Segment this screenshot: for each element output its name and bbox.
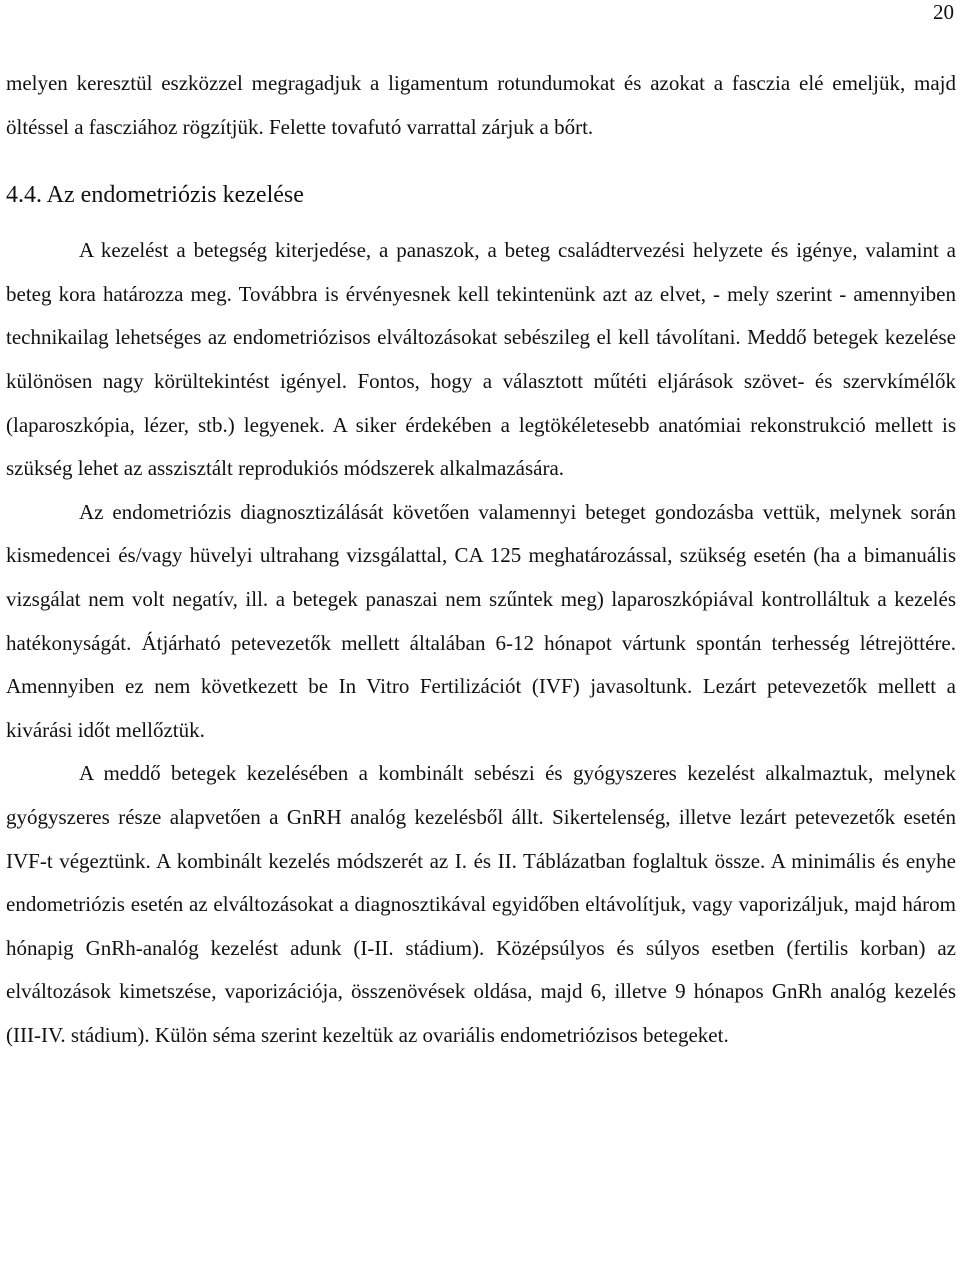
paragraph-continued: melyen keresztül eszközzel megragadjuk a ligamentum rotundumokat és azokat a fasczia elé emeljük, majd öltéssel a fascziához rögzítjük. Felette tovafutó varrattal zárjuk a bőrt.	[6, 71, 956, 139]
document-body	[6, 62, 956, 1057]
paragraph-follow-up: Az endometriózis diagnosztizálását követően valamennyi beteget gondozásba vettük, melynek során kismedencei és/vagy hüvelyi ultrahang vizsgálattal, CA 125 meghatározással, szükség esetén (ha a bimanuális vizsgálat nem volt negatív, ill. a betegek panaszai nem szűntek meg) laparoszkópiával kontrolláltuk a kezelés hatékonyságát. Átjárható petevezetők mellett általában 6-12 hónapot vártunk spontán terhesség létrejöttére. Amennyiben ez nem következett be In Vitro Fertilizációt (IVF) javasoltunk. Lezárt petevezetők mellett a kivárási időt mellőztük.	[6, 499, 956, 742]
section-heading: 4.4. Az endometriózis kezelése	[6, 182, 304, 209]
paragraph-combined-treatment: A meddő betegek kezelésében a kombinált sebészi és gyógyszeres kezelést alkalmaztuk, melynek gyógyszeres része alapvetően a GnRH analóg kezelésből állt. Sikertelenség, illetve lezárt petevezetők esetén IVF-t végeztünk. A kombinált kezelés módszerét az I. és II. Táblázatban foglaltuk össze. A minimális és enyhe endometriózis esetén az elváltozásokat a diagnosztikával egyidőben eltávolítjuk, vagy vaporizáljuk, majd három hónapig GnRh-analóg kezelést adunk (I-II. stádium). Középsúlyos és súlyos esetben (fertilis korban) az elváltozások kimetszése, vaporizációja, összenövések oldása, majd 6, illetve 9 hónapos GnRh analóg kezelés (III-IV. stádium). Külön séma szerint kezeltük az ovariális endometriózisos betegeket.	[6, 761, 956, 1047]
paragraph-treatment-overview: A kezelést a betegség kiterjedése, a panaszok, a beteg családtervezési helyzete és igénye, valamint a beteg kora határozza meg. Továbbra is érvényesnek kell tekintenünk azt az elvet, - mely szerint - amennyiben technikailag lehetséges az endometriózisos elváltozásokat sebészileg el kell távolítani. Meddő betegek kezelése különösen nagy körültekintést igényel. Fontos, hogy a választott műtéti eljárások szövet- és szervkímélők (laparoszkópia, lézer, stb.) legyenek. A siker érdekében a legtökéletesebb anatómiai rekonstrukció mellett is szükség lehet az asszisztált reprodukiós módszerek alkalmazására.	[6, 238, 956, 481]
page-number: 20	[933, 0, 954, 24]
